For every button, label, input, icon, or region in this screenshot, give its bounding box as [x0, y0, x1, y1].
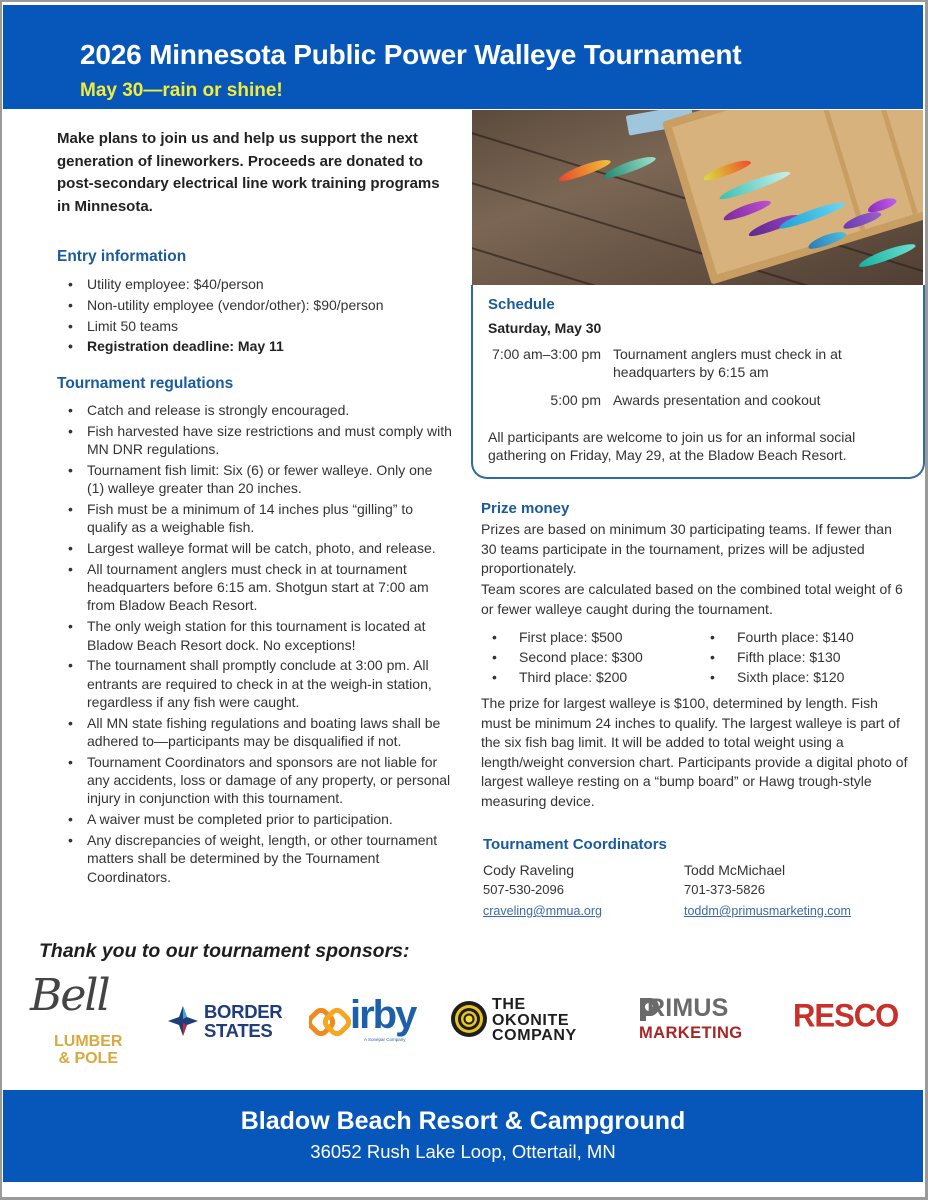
regulation-item: • Largest walleye format will be catch, photo, and release.	[57, 539, 452, 557]
irby-logo: irby	[350, 993, 416, 1037]
irby-rings-icon	[309, 1008, 351, 1036]
prize-place: • Fourth place: $140	[699, 628, 911, 647]
coordinator-phone: 701-373-5826	[684, 882, 765, 897]
regulation-item: • Fish harvested have size restrictions and must comply with MN DNR regulations.	[57, 422, 452, 459]
prize-place: • Sixth place: $120	[699, 668, 911, 687]
prize-paragraph: Prizes are based on minimum 30 participating teams. If fewer than 30 teams participate in the tournament, prizes will be adjusted proportionately.	[481, 521, 892, 576]
entry-item: • Limit 50 teams	[57, 317, 457, 335]
regulations-heading: Tournament regulations	[57, 375, 234, 392]
prize-place: • Fifth place: $130	[699, 648, 911, 667]
regulation-item: • Catch and release is strongly encouraged.	[57, 401, 452, 419]
entry-item: • Non-utility employee (vendor/other): $90/person	[57, 296, 457, 314]
okonite-line: THE	[492, 996, 526, 1013]
entry-item: • Utility employee: $40/person	[57, 275, 457, 293]
coordinator-phone: 507-530-2096	[483, 882, 564, 897]
fishing-lures-photo	[472, 110, 923, 288]
prize-place: • Third place: $200	[481, 668, 699, 687]
okonite-line: OKONITE	[492, 1011, 570, 1029]
coordinator-card	[684, 860, 851, 921]
schedule-time: 5:00 pm	[550, 392, 601, 408]
social-gathering-note: All participants are welcome to join us for an informal social gathering on Friday, May 29, at the Bladow Beach Resort.	[488, 429, 856, 463]
bell-logo: Bell	[30, 970, 109, 1021]
venue-name: Bladow Beach Resort & Campground	[240, 1107, 686, 1135]
entry-item-deadline: • Registration deadline: May 11	[57, 337, 457, 355]
entry-list	[57, 275, 457, 358]
coordinators-heading: Tournament Coordinators	[483, 836, 667, 853]
regulation-item: • Any discrepancies of weight, length, or other tournament matters shall be determined by the Tournament Coordinators.	[57, 831, 452, 886]
page-subtitle: May 30—rain or shine!	[80, 80, 283, 101]
entry-heading: Entry information	[57, 248, 187, 265]
footer-banner	[3, 1090, 923, 1182]
schedule-desc: Tournament anglers must check in at headquarters by 6:15 am	[613, 346, 842, 380]
schedule-box	[471, 285, 925, 479]
border-states-star-icon	[166, 1004, 200, 1038]
regulation-item: • Tournament fish limit: Six (6) or fewer walleye. Only one (1) walleye greater than 20 inches.	[57, 461, 452, 498]
coordinator-card	[483, 860, 602, 921]
regulation-item: • All MN state fishing regulations and boating laws shall be adhered to—participants may be disqualified if not.	[57, 714, 452, 751]
regulations-list	[57, 401, 452, 888]
schedule-desc: Awards presentation and cookout	[613, 392, 821, 408]
schedule-heading: Schedule	[488, 296, 555, 313]
irby-tagline: A Sonepar Company	[364, 1037, 406, 1042]
largest-walleye-paragraph: The prize for largest walleye is $100, determined by length. Fish must be minimum 24 inches to qualify. The largest walleye is part of the six fish bag limit. It will be added to total weight using a length/weight conversion chart. Participants provide a digital photo of largest walleye resting on a “bump board” or Hawg trough-style measuring device.	[481, 695, 908, 809]
prize-place: • First place: $500	[481, 628, 699, 647]
coordinator-email-link[interactable]: craveling@mmua.org	[483, 904, 602, 918]
intro-paragraph: Make plans to join us and help us support the next generation of lineworkers. Proceeds are donated to post-secondary electrical line work training programs in Minnesota.	[57, 130, 440, 215]
okonite-line: COMPANY	[492, 1027, 577, 1044]
border-states-line: BORDER	[204, 1001, 283, 1022]
dock-plank-line	[472, 235, 923, 288]
coordinator-email-link[interactable]: toddm@primusmarketing.com	[684, 904, 851, 918]
okonite-logo	[492, 997, 577, 1044]
primus-logo: RIMUS	[647, 994, 729, 1022]
bell-sub-line: LUMBER	[54, 1033, 123, 1050]
bell-sub-line: & POLE	[58, 1050, 118, 1067]
primus-subtitle: MARKETING	[639, 1024, 743, 1042]
regulation-item: • All tournament anglers must check in at tournament headquarters before 6:15 am. Shotgun start at 7:00 am from Bladow Beach Resort.	[57, 560, 452, 615]
coordinator-name: Cody Raveling	[483, 862, 575, 878]
prize-place: • Second place: $300	[481, 648, 699, 667]
coordinator-name: Todd McMichael	[684, 862, 786, 878]
regulation-item: • The tournament shall promptly conclude at 3:00 pm. All entrants are required to check in at the weigh-in station, regardless if any fish were caught.	[57, 656, 452, 711]
regulation-item: • Tournament Coordinators and sponsors are not liable for any accidents, loss or damage of any property, or personal injury in conjunction with this tournament.	[57, 753, 452, 808]
schedule-day: Saturday, May 30	[488, 320, 602, 336]
border-states-logo	[204, 1002, 282, 1040]
regulation-item: • The only weigh station for this tournament is located at Bladow Beach Resort dock. No exceptions!	[57, 617, 452, 654]
regulation-item: • Fish must be a minimum of 14 inches plus “gilling” to qualify as a weighable fish.	[57, 500, 452, 537]
schedule-row	[476, 391, 851, 409]
lure	[602, 153, 657, 181]
border-states-line: STATES	[204, 1020, 273, 1041]
prize-places	[481, 628, 911, 687]
header-banner	[3, 5, 923, 109]
schedule-time: 7:00 am–3:00 pm	[492, 346, 601, 362]
okonite-target-icon	[450, 1000, 488, 1038]
venue-address: 36052 Rush Lake Loop, Ottertail, MN	[310, 1141, 616, 1162]
schedule-row	[476, 345, 851, 381]
prize-paragraph: Team scores are calculated based on the combined total weight of 6 or fewer walleye caught during the tournament.	[481, 581, 903, 617]
prize-heading: Prize money	[481, 500, 570, 517]
page-title: 2026 Minnesota Public Power Walleye Tournament	[80, 39, 742, 70]
resco-logo: RESCO	[793, 997, 899, 1034]
sponsors-heading: Thank you to our tournament sponsors:	[39, 940, 410, 962]
bell-logo-subtitle	[54, 1033, 122, 1067]
regulation-item: • A waiver must be completed prior to participation.	[57, 810, 452, 828]
